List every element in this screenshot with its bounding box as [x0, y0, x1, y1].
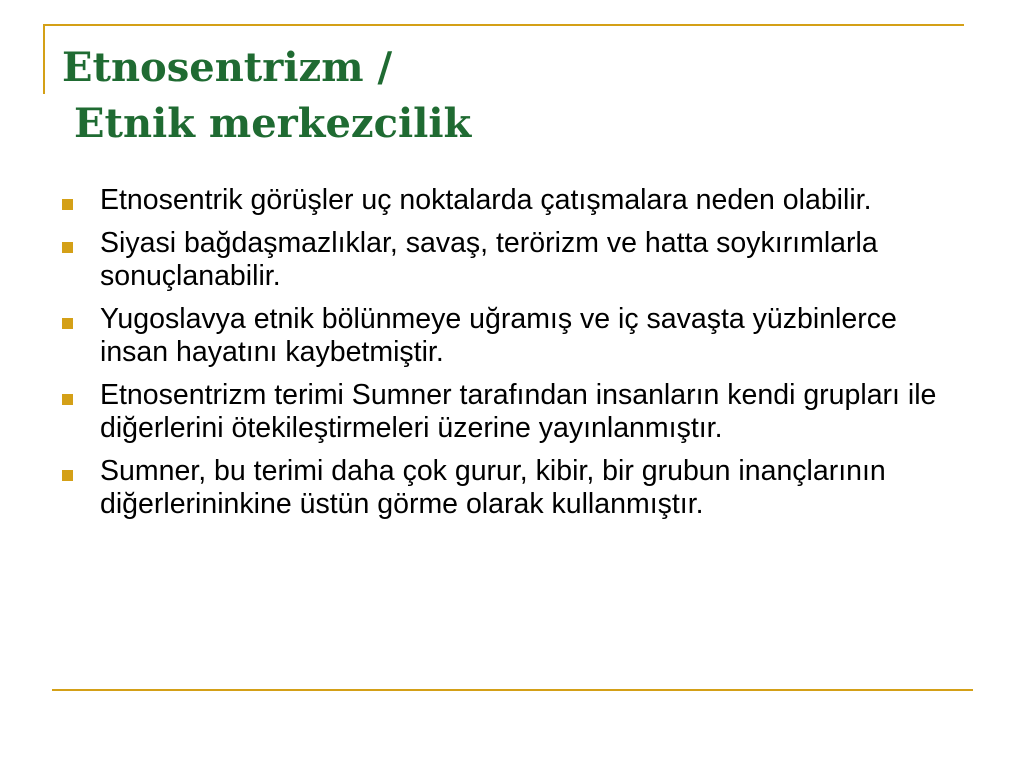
- top-divider: [43, 24, 964, 26]
- bullet-text: Sumner, bu terimi daha çok gurur, kibir, bir grubun inançlarının diğerlerininkine üstün görme olarak kullanmıştır.: [100, 455, 886, 520]
- title-line-2: Etnik merkezcilik: [74, 100, 472, 147]
- left-divider: [43, 24, 45, 94]
- bullet-item: [62, 227, 962, 293]
- bullet-text: Siyasi bağdaşmazlıklar, savaş, terörizm ve hatta soykırımlarla sonuçlanabilir.: [100, 227, 878, 292]
- bullet-list: [62, 184, 962, 531]
- bullet-item: [62, 455, 962, 521]
- square-bullet-icon: [62, 242, 73, 253]
- square-bullet-icon: [62, 394, 73, 405]
- square-bullet-icon: [62, 470, 73, 481]
- bullet-item: [62, 184, 962, 217]
- square-bullet-icon: [62, 318, 73, 329]
- bullet-text: Yugoslavya etnik bölünmeye uğramış ve iç savaşta yüzbinlerce insan hayatını kaybetmiştir.: [100, 303, 897, 368]
- bottom-divider: [52, 689, 973, 691]
- square-bullet-icon: [62, 199, 73, 210]
- bullet-text: Etnosentrik görüşler uç noktalarda çatışmalara neden olabilir.: [100, 184, 872, 216]
- bullet-item: [62, 379, 962, 445]
- title-line-1: Etnosentrizm /: [62, 44, 393, 91]
- slide-title: [62, 40, 471, 152]
- bullet-text: Etnosentrizm terimi Sumner tarafından insanların kendi grupları ile diğerlerini ötekileştirmeleri üzerine yayınlanmıştır.: [100, 379, 937, 444]
- bullet-item: [62, 303, 962, 369]
